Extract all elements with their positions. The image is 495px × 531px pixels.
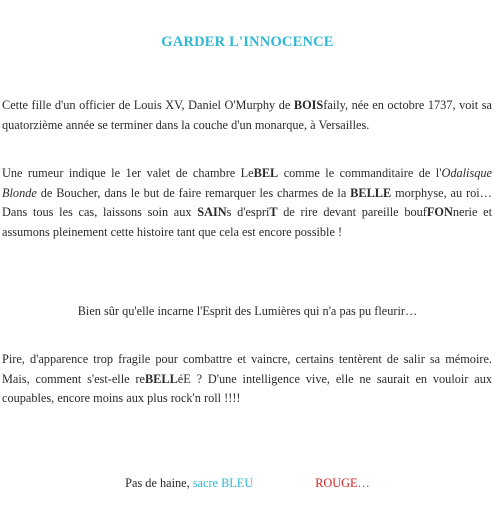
p2-bold-t: T bbox=[269, 205, 278, 219]
paragraph-4 bbox=[2, 350, 492, 409]
page-title: GARDER L'INNOCENCE bbox=[161, 34, 334, 50]
p2-text-a: Une rumeur indique le 1er valet de chambre Le bbox=[2, 166, 254, 180]
p1-bold-bois: BOIS bbox=[293, 98, 324, 112]
footer-sacre-bleu: sacre BLEU bbox=[192, 476, 254, 490]
p1-text-c: faily, née en octobre 1737, voit sa quatorzième année se terminer dans la couche d'un monarque, à Versailles. bbox=[2, 98, 492, 132]
p4-text-a: Pire, d'apparence trop fragile pour combattre et vaincre, certains tentèrent de salir sa mémoire. Mais, comment s'est-elle re bbox=[2, 352, 492, 386]
p4-bold-bell: BELL bbox=[144, 371, 178, 386]
p2-bold-belle: BELLE bbox=[350, 185, 392, 200]
paragraph-2 bbox=[2, 164, 492, 242]
p2-text-k: de rire devant pareille bouf bbox=[277, 205, 427, 219]
p1-text-a: Cette fille d'un officier de Louis XV, Daniel O'Murphy de bbox=[2, 98, 294, 112]
p2-bold-sain: SAIN bbox=[197, 205, 227, 219]
footer-rouge: ROUGE… bbox=[315, 476, 370, 490]
p4-text-c: éE ? D'une intelligence vive, elle ne saurait en vouloir aux coupables, encore moins aux plus rock'n roll !!!! bbox=[2, 371, 492, 405]
paragraph-3: Bien sûr qu'elle incarne l'Esprit des Lumières qui n'a pas pu fleurir… bbox=[77, 304, 418, 318]
p2-text-c: comme le commanditaire de l' bbox=[278, 166, 442, 180]
paragraph-1 bbox=[2, 96, 492, 135]
p2-text-i: s d'espri bbox=[226, 205, 270, 219]
p2-text-g: morphyse, au roi… Dans tous les cas, laissons soin aux bbox=[2, 185, 492, 219]
p2-italic-odalisque: Odalisque Blonde bbox=[2, 166, 493, 200]
footer-text-a: Pas de haine, bbox=[125, 476, 193, 490]
p2-bold-bel: BEL bbox=[253, 166, 279, 180]
p2-text-e: de Boucher, dans le but de faire remarquer les charmes de la bbox=[36, 185, 351, 200]
p2-text-m: nerie et assumons pleinement cette histoire tant que cela est encore possible ! bbox=[2, 205, 492, 239]
footer-line bbox=[0, 474, 495, 494]
p2-bold-fon: FON bbox=[426, 205, 453, 219]
